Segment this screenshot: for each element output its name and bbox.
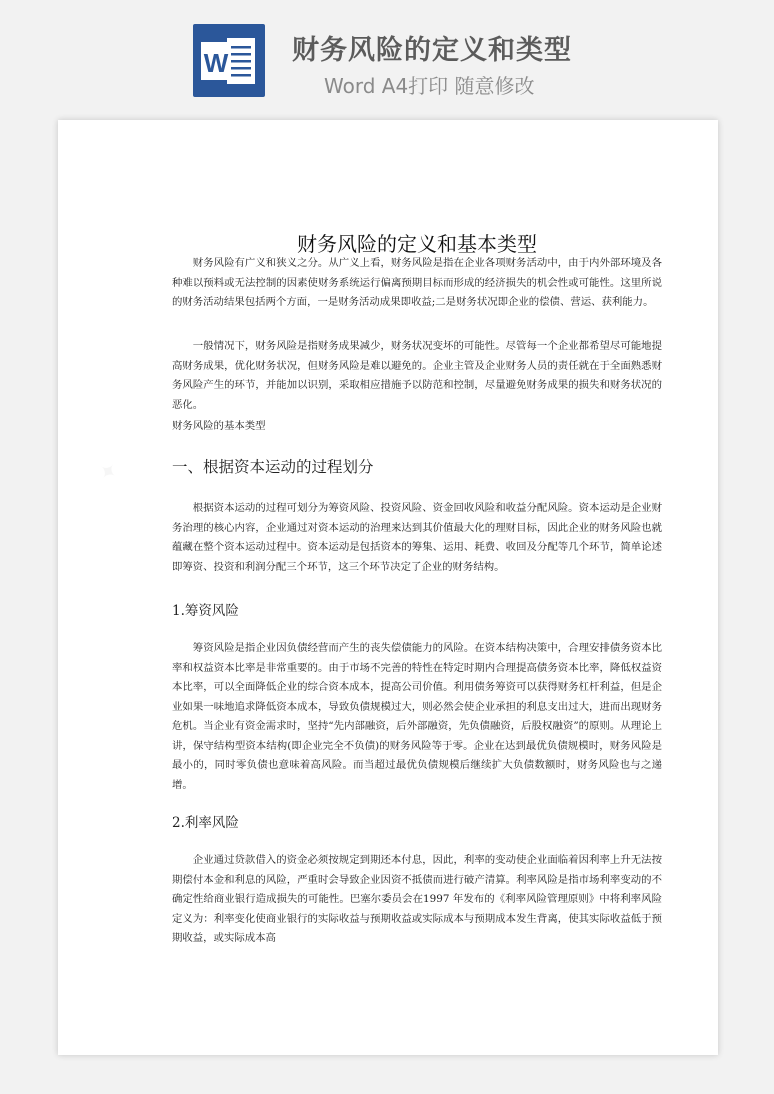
subheading-financing-risk: 1.筹资风险 xyxy=(172,603,239,619)
paragraph-definition: 财务风险有广义和狭义之分。从广义上看，财务风险是指在企业各项财务活动中，由于内外部环境及各种难以预料或无法控制的因素使财务系统运行偏离预期目标而形成的经济损失的机会性或可能性。这里所说的财务活动结果包括两个方面，一是财务活动成果即收益;二是财务状况即企业的偿债、营运、获利能力。 xyxy=(172,257,662,308)
paragraph-financing-risk: 筹资风险是指企业因负债经营而产生的丧失偿债能力的风险。在资本结构决策中，合理安排债务资本比率和权益资本比率是非常重要的。由于市场不完善的特性在特定时期内合理提高债务资本比率，降低权益资本比率，可以全面降低企业的综合资本成本，提高公司价值。利用债务筹资可以获得财务杠杆利益，但是企业如果一味地追求降低资本成本，导致负债规模过大，则必然会使企业承担的利息支出过大，进而出现财务危机。当企业有资金需求时，坚持“先内部融资，后外部融资，先负债融资，后股权融资”的原则。从理论上讲，保守结构型资本结构(即企业完全不负债)的财务风险等于零。企业在达到最优负债规模时，财务风险是最小的，同时零负债也意味着高风险。而当超过最优负债规模后继续扩大负债数额时，财务风险也与之递增。 xyxy=(172,642,662,791)
header-subtitle: Word A4打印 随意修改 xyxy=(324,74,535,98)
paragraph-interest-rate-risk: 企业通过贷款借入的资金必须按规定到期还本付息，因此，利率的变动使企业面临着因利率上升无法按期偿付本金和利息的风险，严重时会导致企业因资不抵债而进行破产清算。利率风险是指市场利率变动的不确定性给商业银行造成损失的可能性。巴塞尔委员会在1997 年发布的《利率风险管理原则》中将利率风险定义为：利率变化使商业银行的实际收益与预期收益或实际成本与预期成本发生背离，使其实际收益低于预期收益，或实际成本高 xyxy=(172,854,662,944)
subheading-interest-rate-risk: 2.利率风险 xyxy=(172,815,239,831)
word-icon-letter: W xyxy=(203,48,229,78)
document-title: 财务风险的定义和基本类型 xyxy=(297,232,537,256)
section-heading-capital-movement: 一、根据资本运动的过程划分 xyxy=(172,458,374,476)
header-banner xyxy=(0,0,774,118)
header-title: 财务风险的定义和类型 xyxy=(292,35,572,66)
word-document-icon xyxy=(193,24,265,97)
paragraph-general: 一般情况下，财务风险是指财务成果减少，财务状况变坏的可能性。尽管每一个企业都希望尽可能地提高财务成果，优化财务状况，但财务风险是难以避免的。企业主管及企业财务人员的责任就在于全面熟悉财务风险产生的环节，并能加以识别，采取相应措施予以防范和控制，尽量避免财务成果的损失和财务状况的恶化。 xyxy=(172,340,662,411)
paragraph-capital-movement: 根据资本运动的过程可划分为筹资风险、投资风险、资金回收风险和收益分配风险。资本运动是企业财务治理的核心内容，企业通过对资本运动的治理来达到其价值最大化的理财目标，因此企业的财务风险也就蕴藏在整个资本运动过程中。资本运动是包括资本的筹集、运用、耗费、收回及分配等几个环节，简单论述即筹资、投资和利润分配三个环节，这三个环节决定了企业的财务结构。 xyxy=(172,502,662,573)
types-label: 财务风险的基本类型 xyxy=(172,420,266,432)
document-page xyxy=(58,120,718,1055)
watermark: ✦ xyxy=(92,456,122,489)
